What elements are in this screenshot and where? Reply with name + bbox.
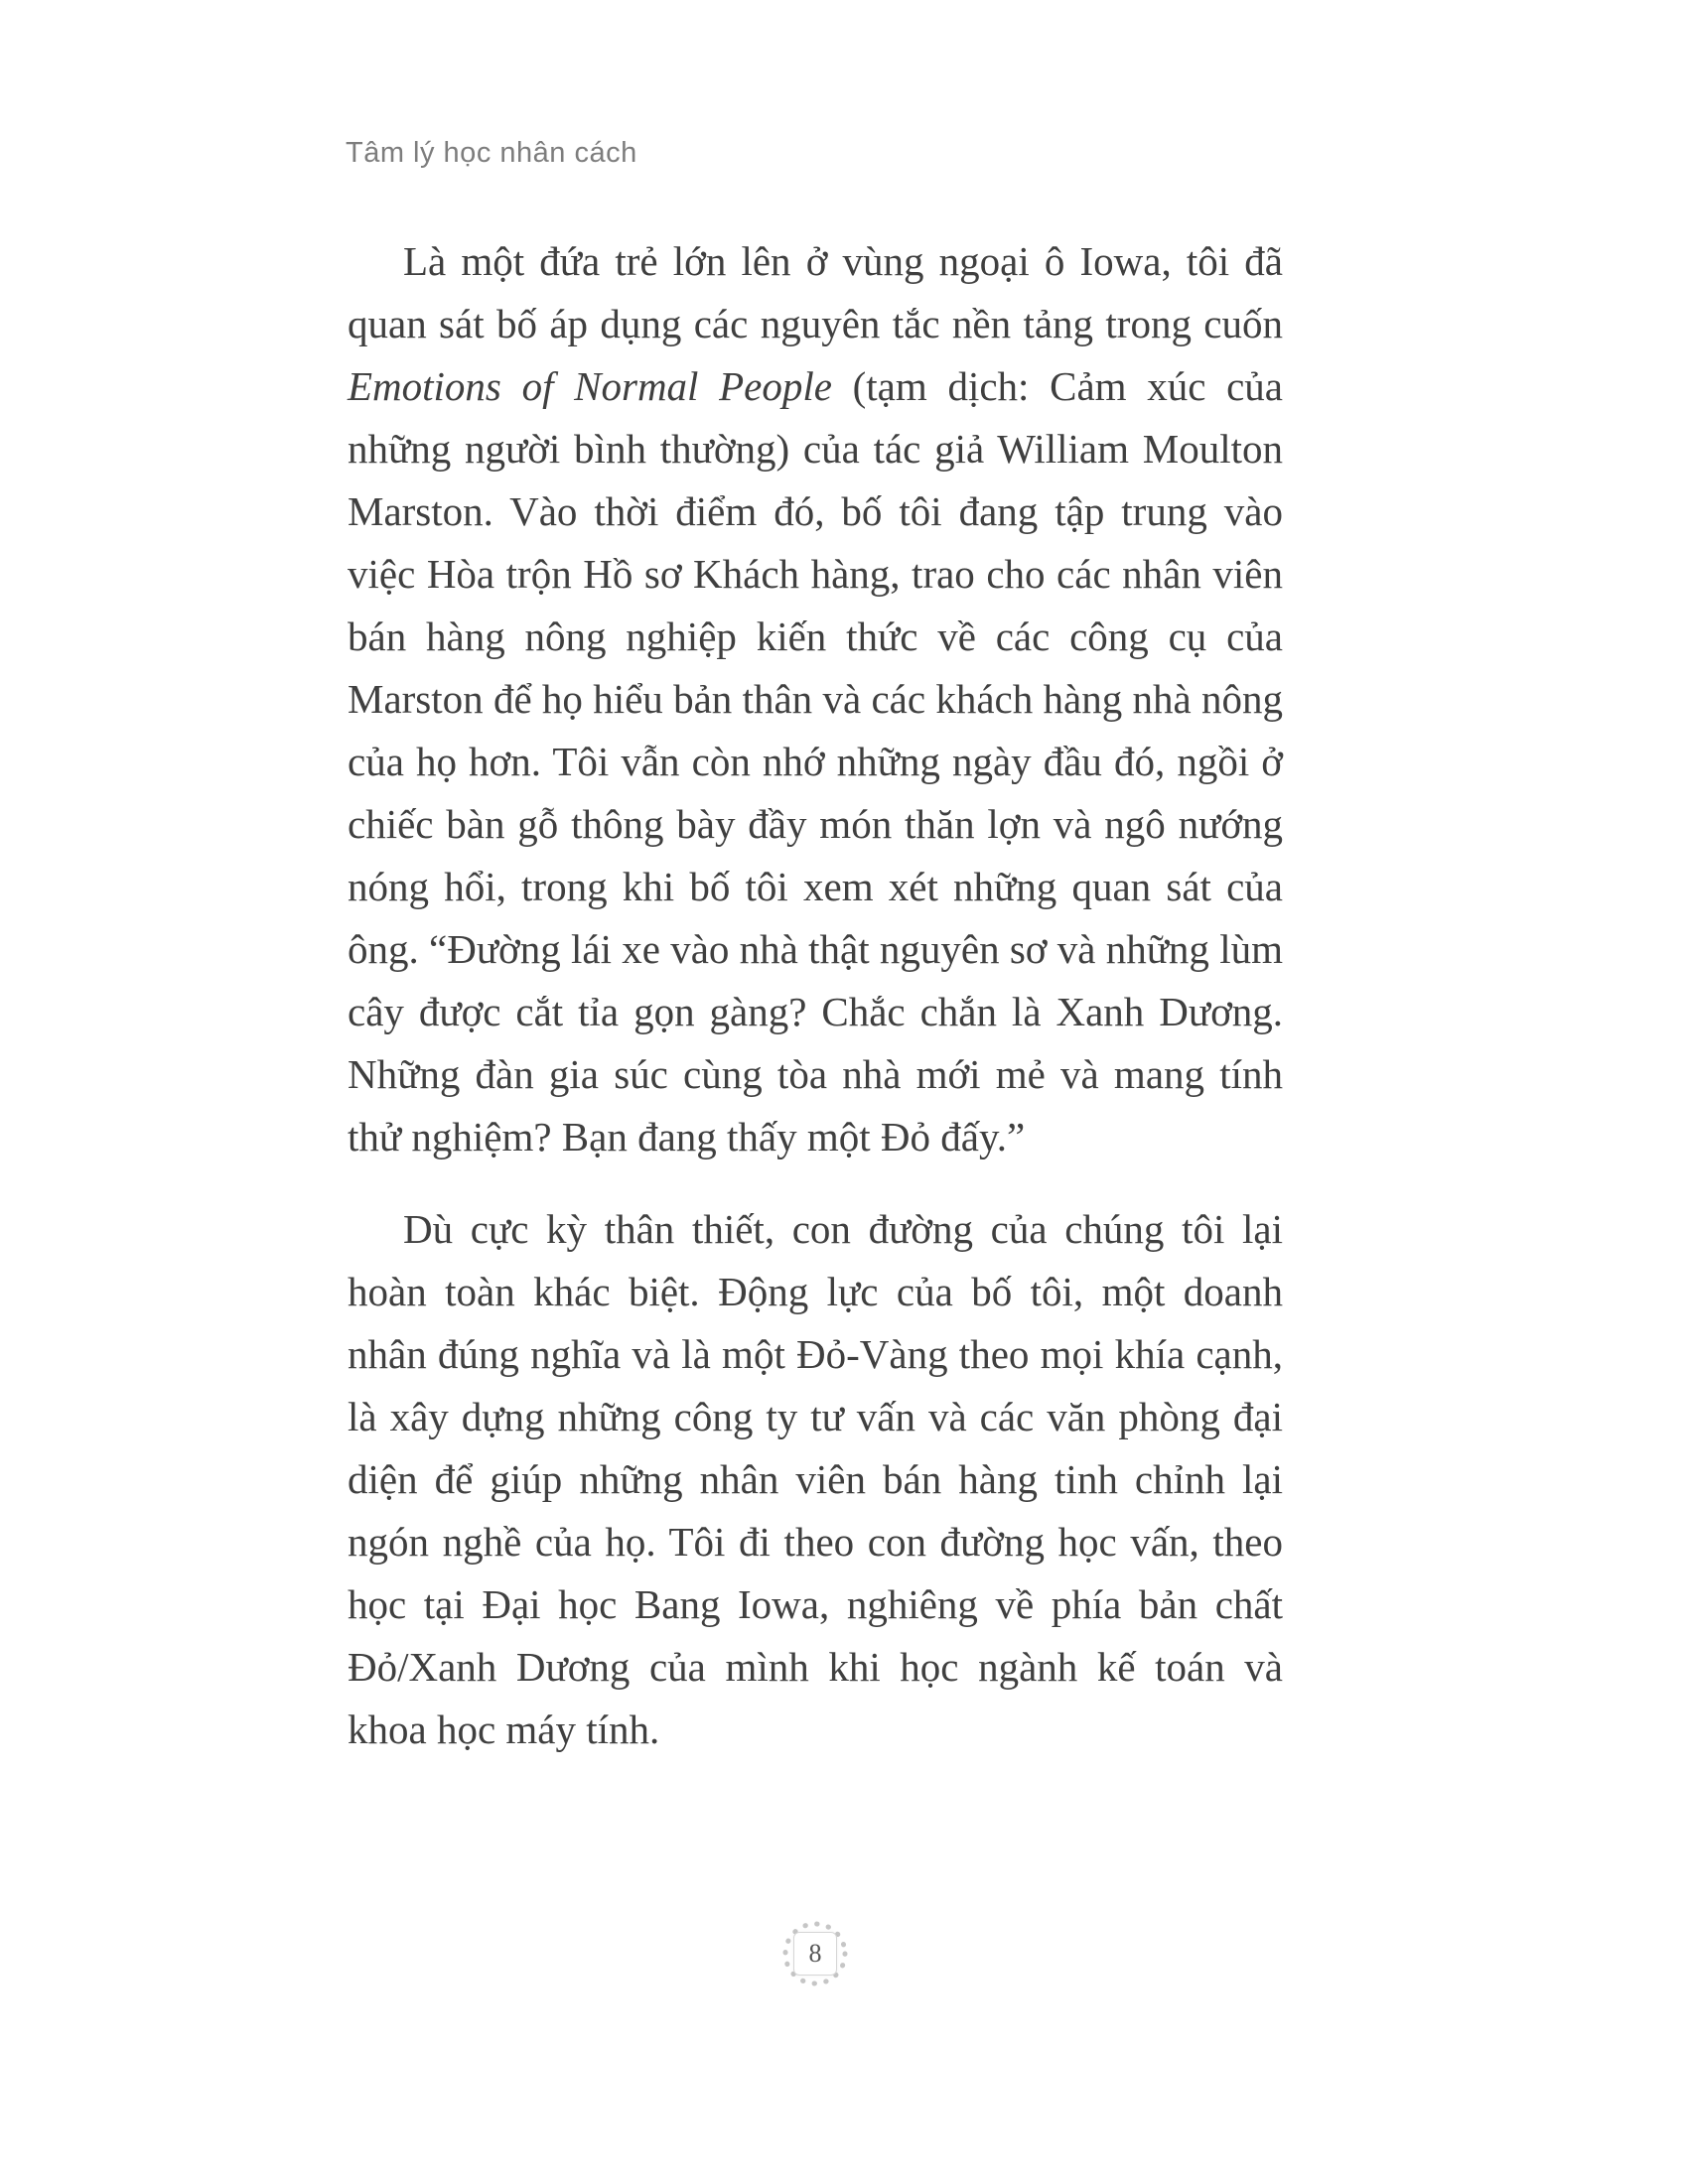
- text-segment: Là một đứa trẻ lớn lên ở vùng ngoại ô Iowa, tôi đã quan sát bố áp dụng các nguyên tắc nền tảng trong cuốn: [348, 238, 1283, 346]
- page-footer: [348, 1916, 1283, 1991]
- body-text: [348, 230, 1283, 1791]
- page-number-ornament: [777, 1916, 853, 1991]
- text-segment: (tạm dịch: Cảm xúc của những người bình thường) của tác giả William Moulton Marston. Vào thời điểm đó, bố tôi đang tập trung vào việc Hòa trộn Hồ sơ Khách hàng, trao cho các nhân viên bán hàng nông nghiệp kiến thức về các công cụ của Marston để họ hiểu bản thân và các khách hàng nhà nông của họ hơn. Tôi vẫn còn nhớ những ngày đầu đó, ngồi ở chiếc bàn gỗ thông bày đầy món thăn lợn và ngô nướng nóng hổi, trong khi bố tôi xem xét những quan sát của ông. “Đường lái xe vào nhà thật nguyên sơ và những lùm cây được cắt tỉa gọn gàng? Chắc chắn là Xanh Dương. Những đàn gia súc cùng tòa nhà mới mẻ và mang tính thử nghiệm? Bạn đang thấy một Đỏ đấy.”: [348, 363, 1283, 1160]
- page-number-box: [793, 1932, 837, 1976]
- paragraph: [348, 230, 1283, 1168]
- page-number: 8: [808, 1939, 822, 1968]
- running-header: Tâm lý học nhân cách: [346, 137, 637, 169]
- book-title-italic: Emotions of Normal People: [348, 363, 832, 409]
- paragraph: [348, 1198, 1283, 1761]
- text-segment: Dù cực kỳ thân thiết, con đường của chúng tôi lại hoàn toàn khác biệt. Động lực của bố tôi, một doanh nhân đúng nghĩa và là một Đỏ-Vàng theo mọi khía cạnh, là xây dựng những công ty tư vấn và các văn phòng đại diện để giúp những nhân viên bán hàng tinh chỉnh lại ngón nghề của họ. Tôi đi theo con đường học vấn, theo học tại Đại học Bang Iowa, nghiêng về phía bản chất Đỏ/Xanh Dương của mình khi học ngành kế toán và khoa học máy tính.: [348, 1206, 1283, 1752]
